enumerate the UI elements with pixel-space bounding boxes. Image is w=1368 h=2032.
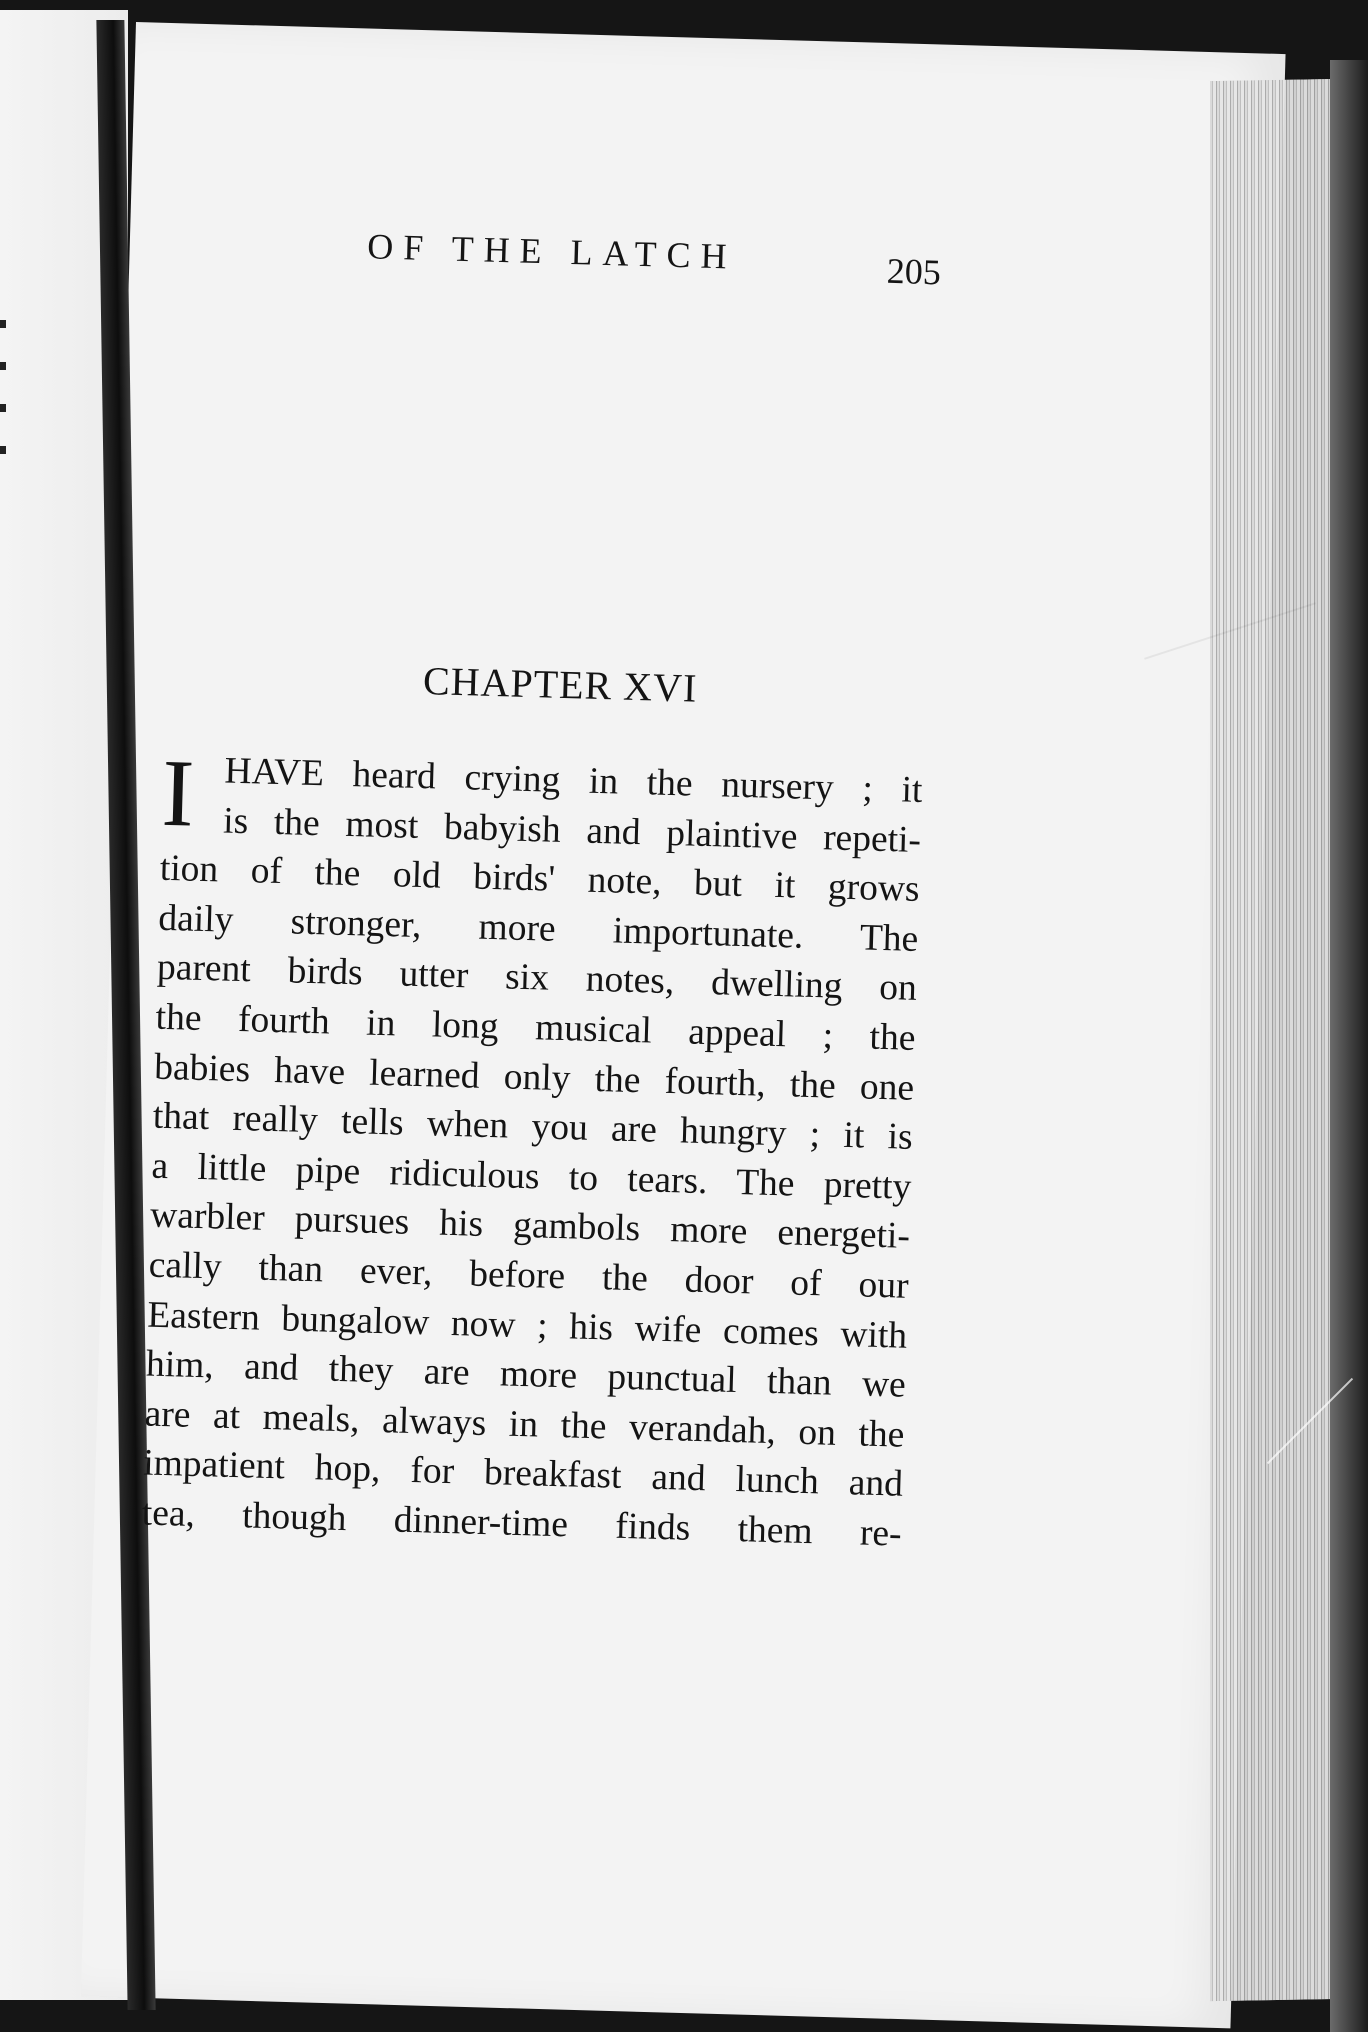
left-page-bleed-marks: [0, 320, 6, 480]
text-line: warbler pursues his gambols more energeti-: [149, 1194, 911, 1258]
text-line: is the most babyish and plaintive repeti-: [222, 800, 922, 861]
text-line: tea, though dinner-time finds them re-: [141, 1492, 903, 1555]
text-line: impatient hop, for breakfast and lunch and: [142, 1442, 904, 1506]
text-line: HAVE heard crying in the nursery ; it: [224, 750, 923, 811]
text-line: him, and they are more punctual than we: [145, 1343, 907, 1406]
text-line: tion of the old birds' note, but it grows: [159, 847, 921, 911]
page-text: [141, 220, 942, 1559]
drop-cap: I: [160, 738, 196, 847]
text-line: cally than ever, before the door of our: [148, 1244, 910, 1307]
text-line: Eastern bungalow now ; his wife comes with: [146, 1294, 908, 1357]
text-line: parent birds utter six notes, dwelling on: [156, 947, 918, 1010]
text-line: daily stronger, more importunate. The: [157, 897, 919, 960]
running-title: OF THE LATCH: [366, 226, 738, 277]
text-line: a little pipe ridiculous to tears. The pretty: [151, 1145, 912, 1208]
text-line: the fourth in long musical appeal ; the: [155, 996, 917, 1059]
page-edges: [1210, 79, 1340, 2001]
book-cover-edge: [1330, 60, 1368, 2032]
page-number: 205: [886, 250, 942, 293]
text-line: babies have learned only the fourth, the one: [153, 1046, 915, 1109]
text-line: that really tells when you are hungry ; it is: [152, 1095, 914, 1159]
body-paragraph: [141, 738, 923, 1559]
chapter-heading: CHAPTER XVI: [422, 658, 698, 711]
text-line: are at meals, always in the verandah, on the: [144, 1393, 905, 1456]
